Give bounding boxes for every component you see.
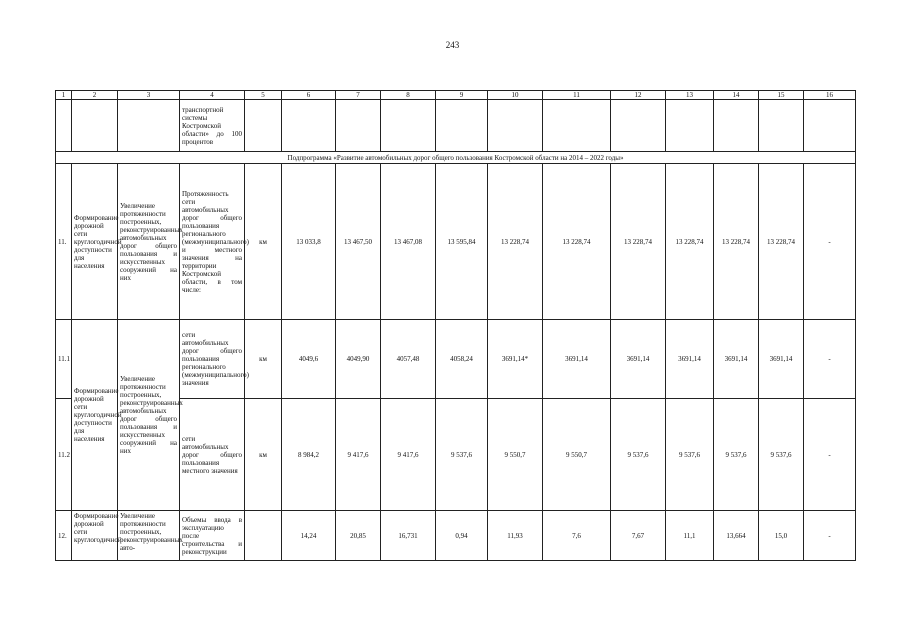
goal-cell	[72, 511, 122, 561]
indicator-cell: транспортной системы Костромской области» до 100 процентов	[180, 100, 245, 152]
header-cell: 1	[56, 91, 72, 100]
row-number: 12.	[56, 511, 72, 561]
value-cell: 9 537,6	[666, 399, 714, 511]
unit-cell: км	[245, 164, 282, 320]
header-cell: 13	[666, 91, 714, 100]
value-cell: 13 033,8	[282, 164, 336, 320]
header-cell: 4	[180, 91, 245, 100]
value-cell: 3691,14	[714, 320, 759, 399]
indicator-cell: сети автомобильных дорог общего пользования регионального (межмуниципального) значения	[180, 320, 245, 399]
column-number-row	[56, 91, 856, 100]
value-cell: 9 417,6	[336, 399, 381, 511]
value-cell: 3691,14	[543, 320, 611, 399]
table-row	[56, 511, 856, 561]
value-cell: 13 595,84	[436, 164, 488, 320]
indicator-cell: сети автомобильных дорог общего пользования местного значения	[180, 399, 245, 511]
note-cell: -	[804, 399, 856, 511]
goal-text: Формирование дорожной сети круглогодичной	[74, 511, 122, 544]
subprogram-title: Подпрограмма «Развитие автомобильных дорог общего пользования Костромской области на 2014 – 2022 годы»	[56, 152, 856, 164]
value-cell: 13 228,74	[666, 164, 714, 320]
header-cell: 16	[804, 91, 856, 100]
value-cell: 11,1	[666, 511, 714, 561]
value-cell: 15,0	[759, 511, 804, 561]
header-cell: 11	[543, 91, 611, 100]
task-cell	[118, 511, 183, 561]
note-cell: -	[804, 511, 856, 561]
goal-cell: Формирование дорожной сети круглогодичной доступности для населения	[72, 164, 118, 320]
value-cell: 8 984,2	[282, 399, 336, 511]
value-cell: 9 537,6	[714, 399, 759, 511]
value-cell: 9 417,6	[381, 399, 436, 511]
header-cell: 2	[72, 91, 118, 100]
value-cell: 3691,14	[611, 320, 666, 399]
value-cell: 0,94	[436, 511, 488, 561]
header-cell: 6	[282, 91, 336, 100]
value-cell: 13,664	[714, 511, 759, 561]
row-number: 11.	[56, 164, 72, 320]
task-cell: Увеличение протяженности построенных, реконструированных автомобильных дорог общего пользования и искусственных сооружений на них	[118, 164, 180, 320]
value-cell: 9 537,6	[436, 399, 488, 511]
task-cell: Увеличение протяженности построенных, реконструированных автомобильных дорог общего пользования и искусственных сооружений на них	[118, 320, 180, 511]
value-cell: 13 228,74	[611, 164, 666, 320]
value-cell: 9 550,7	[543, 399, 611, 511]
row-number: 11.1	[56, 320, 72, 399]
value-cell: 7,6	[543, 511, 611, 561]
value-cell: 13 467,50	[336, 164, 381, 320]
value-cell: 3691,14	[666, 320, 714, 399]
header-cell: 5	[245, 91, 282, 100]
value-cell: 11,93	[488, 511, 543, 561]
value-cell: 13 228,74	[714, 164, 759, 320]
value-cell: 13 467,08	[381, 164, 436, 320]
note-cell: -	[804, 320, 856, 399]
unit-cell: км	[245, 399, 282, 511]
header-cell: 14	[714, 91, 759, 100]
header-cell: 10	[488, 91, 543, 100]
indicators-table	[55, 90, 856, 561]
value-cell: 13 228,74	[488, 164, 543, 320]
value-cell: 13 228,74	[543, 164, 611, 320]
value-cell: 9 537,6	[611, 399, 666, 511]
indicator-cell: Объемы ввода в эксплуатацию после строительства и реконструкции	[180, 511, 245, 561]
value-cell: 3691,14*	[488, 320, 543, 399]
unit-cell	[245, 511, 282, 561]
page-number: 243	[445, 40, 460, 50]
value-cell: 4058,24	[436, 320, 488, 399]
header-cell: 9	[436, 91, 488, 100]
table-row	[56, 100, 856, 152]
value-cell: 20,85	[336, 511, 381, 561]
value-cell: 4049,6	[282, 320, 336, 399]
indicator-cell: Протяженность сети автомобильных дорог общего пользования регионального (межмуниципального) и местного значения на территории Костромской области, в том числе:	[180, 164, 245, 320]
table-row	[56, 320, 856, 399]
header-cell: 15	[759, 91, 804, 100]
value-cell: 4057,48	[381, 320, 436, 399]
row-number: 11.2	[56, 399, 72, 511]
header-cell: 12	[611, 91, 666, 100]
value-cell: 14,24	[282, 511, 336, 561]
header-cell: 8	[381, 91, 436, 100]
subprogram-row	[56, 152, 856, 164]
goal-cell: Формирование дорожной сети круглогодичной доступности для населения	[72, 320, 118, 511]
value-cell: 9 550,7	[488, 399, 543, 511]
value-cell: 7,67	[611, 511, 666, 561]
table-row	[56, 164, 856, 320]
header-cell: 7	[336, 91, 381, 100]
value-cell: 3691,14	[759, 320, 804, 399]
value-cell: 16,731	[381, 511, 436, 561]
value-cell: 13 228,74	[759, 164, 804, 320]
note-cell: -	[804, 164, 856, 320]
value-cell: 9 537,6	[759, 399, 804, 511]
value-cell: 4049,90	[336, 320, 381, 399]
task-text: Увеличение протяженности построенных, реконструированных авто-	[120, 511, 183, 552]
unit-cell: км	[245, 320, 282, 399]
header-cell: 3	[118, 91, 180, 100]
